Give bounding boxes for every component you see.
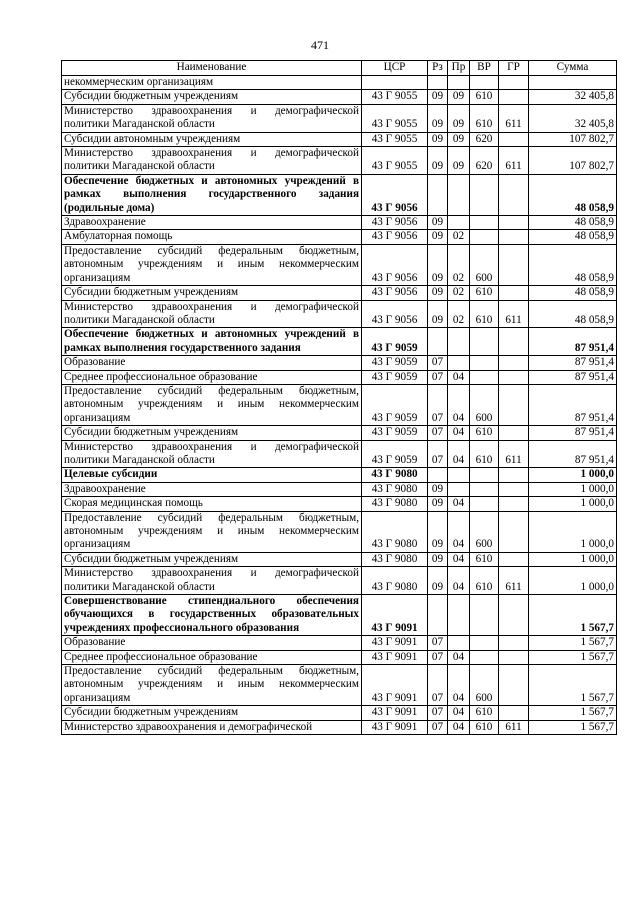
cell-csr: 43 Г 9091 (362, 595, 428, 636)
cell-gr (499, 636, 529, 650)
cell-gr (499, 90, 529, 104)
cell-name: некоммерческим организациям (62, 76, 362, 90)
cell-sum: 1 000,0 (529, 468, 617, 482)
cell-rz (428, 174, 448, 215)
table-row (62, 356, 617, 370)
cell-sum: 87 951,4 (529, 440, 617, 468)
cell-rz: 09 (428, 482, 448, 496)
cell-csr: 43 Г 9056 (362, 230, 428, 244)
cell-sum: 48 058,9 (529, 216, 617, 230)
cell-name: Обеспечение бюджетных и автономных учреждений в рамках выполнения государственного задания (62, 328, 362, 356)
table-row (62, 370, 617, 384)
cell-pr: 02 (448, 300, 470, 328)
cell-pr: 09 (448, 132, 470, 146)
cell-gr (499, 497, 529, 511)
cell-sum: 1 000,0 (529, 497, 617, 511)
table-row (62, 244, 617, 285)
cell-vr (470, 468, 499, 482)
table-row (62, 90, 617, 104)
cell-pr: 04 (448, 384, 470, 425)
cell-sum: 1 567,7 (529, 665, 617, 706)
cell-gr (499, 174, 529, 215)
cell-rz: 09 (428, 286, 448, 300)
cell-csr: 43 Г 9059 (362, 356, 428, 370)
cell-name: Субсидии бюджетным учреждениям (62, 286, 362, 300)
cell-pr: 04 (448, 511, 470, 552)
cell-gr (499, 552, 529, 566)
cell-name: Образование (62, 636, 362, 650)
cell-vr: 610 (470, 706, 499, 720)
table-row (62, 468, 617, 482)
cell-csr: 43 Г 9056 (362, 286, 428, 300)
column-header-pr: Пр (448, 61, 470, 76)
cell-sum: 87 951,4 (529, 328, 617, 356)
table-row (62, 300, 617, 328)
cell-rz: 07 (428, 650, 448, 664)
cell-name: Министерство здравоохранения и демографической (62, 720, 362, 734)
cell-rz: 07 (428, 440, 448, 468)
cell-name: Среднее профессиональное образование (62, 650, 362, 664)
cell-pr (448, 595, 470, 636)
table-row (62, 482, 617, 496)
cell-name: Министерство здравоохранения и демографической политики Магаданской области (62, 567, 362, 595)
budget-table (61, 60, 617, 735)
cell-csr: 43 Г 9056 (362, 216, 428, 230)
cell-csr: 43 Г 9059 (362, 384, 428, 425)
cell-pr: 04 (448, 567, 470, 595)
cell-vr (470, 216, 499, 230)
cell-csr: 43 Г 9091 (362, 636, 428, 650)
table-row (62, 230, 617, 244)
cell-vr: 610 (470, 720, 499, 734)
cell-rz: 09 (428, 300, 448, 328)
cell-name: Предоставление субсидий федеральным бюджетным, автономным учреждениям и иным некоммерческим организациям (62, 511, 362, 552)
cell-vr: 610 (470, 90, 499, 104)
table-row (62, 497, 617, 511)
cell-pr (448, 356, 470, 370)
table-row (62, 552, 617, 566)
cell-sum: 87 951,4 (529, 370, 617, 384)
cell-csr: 43 Г 9056 (362, 244, 428, 285)
cell-csr: 43 Г 9055 (362, 147, 428, 175)
cell-sum: 87 951,4 (529, 384, 617, 425)
cell-gr (499, 356, 529, 370)
cell-sum: 32 405,8 (529, 90, 617, 104)
cell-name: Министерство здравоохранения и демографической политики Магаданской области (62, 440, 362, 468)
cell-sum: 1 000,0 (529, 552, 617, 566)
cell-vr (470, 328, 499, 356)
cell-name: Среднее профессиональное образование (62, 370, 362, 384)
cell-vr: 610 (470, 440, 499, 468)
cell-sum: 48 058,9 (529, 174, 617, 215)
cell-rz: 07 (428, 720, 448, 734)
table-header-row (62, 61, 617, 76)
cell-sum: 1 567,7 (529, 636, 617, 650)
table-row (62, 147, 617, 175)
cell-vr (470, 76, 499, 90)
cell-sum: 1 567,7 (529, 595, 617, 636)
cell-pr: 04 (448, 720, 470, 734)
cell-csr: 43 Г 9056 (362, 300, 428, 328)
cell-pr: 02 (448, 244, 470, 285)
cell-sum: 107 802,7 (529, 147, 617, 175)
cell-name: Министерство здравоохранения и демографической политики Магаданской области (62, 147, 362, 175)
cell-vr (470, 230, 499, 244)
cell-sum (529, 76, 617, 90)
table-row (62, 665, 617, 706)
cell-pr: 04 (448, 650, 470, 664)
cell-gr: 611 (499, 147, 529, 175)
cell-vr (470, 174, 499, 215)
cell-name: Обеспечение бюджетных и автономных учреждений в рамках выполнения государственного задания (родильные дома) (62, 174, 362, 215)
cell-name: Совершенствование стипендиального обеспечения обучающихся в государственных образовательных учреждениях профессионального образования (62, 595, 362, 636)
cell-pr: 09 (448, 90, 470, 104)
cell-gr (499, 286, 529, 300)
cell-gr (499, 216, 529, 230)
table-row (62, 384, 617, 425)
cell-rz: 09 (428, 497, 448, 511)
cell-sum: 48 058,9 (529, 286, 617, 300)
cell-rz: 09 (428, 567, 448, 595)
cell-sum: 87 951,4 (529, 426, 617, 440)
table-row (62, 511, 617, 552)
column-header-sum: Сумма (529, 61, 617, 76)
cell-name: Субсидии бюджетным учреждениям (62, 426, 362, 440)
cell-csr: 43 Г 9056 (362, 174, 428, 215)
cell-name: Предоставление субсидий федеральным бюджетным, автономным учреждениям и иным некоммерческим организациям (62, 244, 362, 285)
cell-rz: 09 (428, 132, 448, 146)
cell-vr: 600 (470, 384, 499, 425)
cell-name: Скорая медицинская помощь (62, 497, 362, 511)
cell-gr (499, 650, 529, 664)
cell-rz: 09 (428, 230, 448, 244)
cell-rz: 07 (428, 636, 448, 650)
cell-gr (499, 595, 529, 636)
cell-vr: 620 (470, 147, 499, 175)
cell-name: Министерство здравоохранения и демографической политики Магаданской области (62, 300, 362, 328)
cell-gr (499, 370, 529, 384)
cell-gr (499, 511, 529, 552)
cell-rz: 07 (428, 384, 448, 425)
cell-gr (499, 482, 529, 496)
cell-vr: 610 (470, 426, 499, 440)
cell-rz: 09 (428, 104, 448, 132)
cell-rz: 09 (428, 90, 448, 104)
cell-name: Субсидии бюджетным учреждениям (62, 552, 362, 566)
cell-pr: 04 (448, 552, 470, 566)
cell-pr: 09 (448, 104, 470, 132)
cell-pr (448, 636, 470, 650)
cell-vr: 610 (470, 552, 499, 566)
cell-rz: 09 (428, 147, 448, 175)
cell-pr: 04 (448, 426, 470, 440)
table-row (62, 595, 617, 636)
cell-name: Предоставление субсидий федеральным бюджетным, автономным учреждениям и иным некоммерческим организациям (62, 665, 362, 706)
page-number: 471 (311, 38, 329, 52)
cell-rz: 07 (428, 426, 448, 440)
cell-sum: 1 000,0 (529, 567, 617, 595)
table-row (62, 706, 617, 720)
cell-csr: 43 Г 9080 (362, 468, 428, 482)
cell-gr (499, 384, 529, 425)
cell-rz: 07 (428, 706, 448, 720)
cell-csr: 43 Г 9091 (362, 665, 428, 706)
cell-pr (448, 468, 470, 482)
cell-gr: 611 (499, 104, 529, 132)
cell-gr (499, 328, 529, 356)
cell-sum: 107 802,7 (529, 132, 617, 146)
cell-sum: 48 058,9 (529, 230, 617, 244)
cell-csr: 43 Г 9059 (362, 426, 428, 440)
cell-rz (428, 328, 448, 356)
cell-name: Амбулаторная помощь (62, 230, 362, 244)
cell-gr (499, 132, 529, 146)
cell-rz: 09 (428, 216, 448, 230)
table-row (62, 636, 617, 650)
cell-csr: 43 Г 9080 (362, 482, 428, 496)
cell-csr: 43 Г 9055 (362, 90, 428, 104)
cell-gr (499, 706, 529, 720)
cell-name: Образование (62, 356, 362, 370)
table-row (62, 132, 617, 146)
cell-pr: 02 (448, 230, 470, 244)
cell-vr (470, 356, 499, 370)
table-body (62, 76, 617, 735)
cell-gr: 611 (499, 300, 529, 328)
cell-vr (470, 497, 499, 511)
cell-sum: 1 567,7 (529, 720, 617, 734)
cell-sum: 87 951,4 (529, 356, 617, 370)
table-row (62, 426, 617, 440)
cell-sum: 1 567,7 (529, 706, 617, 720)
cell-csr: 43 Г 9091 (362, 720, 428, 734)
cell-vr: 610 (470, 300, 499, 328)
cell-rz (428, 595, 448, 636)
table-row (62, 174, 617, 215)
cell-gr (499, 468, 529, 482)
cell-pr: 04 (448, 497, 470, 511)
cell-vr (470, 595, 499, 636)
cell-csr: 43 Г 9059 (362, 328, 428, 356)
column-header-name: Наименование (62, 61, 362, 76)
cell-pr: 09 (448, 147, 470, 175)
cell-name: Субсидии бюджетным учреждениям (62, 90, 362, 104)
cell-sum: 48 058,9 (529, 300, 617, 328)
cell-vr (470, 482, 499, 496)
cell-rz: 09 (428, 244, 448, 285)
cell-vr: 610 (470, 286, 499, 300)
cell-sum: 1 567,7 (529, 650, 617, 664)
column-header-vr: ВР (470, 61, 499, 76)
cell-vr: 600 (470, 665, 499, 706)
cell-pr: 04 (448, 440, 470, 468)
cell-rz (428, 76, 448, 90)
cell-gr (499, 426, 529, 440)
cell-vr: 600 (470, 244, 499, 285)
cell-name: Здравоохранение (62, 216, 362, 230)
column-header-rz: Рз (428, 61, 448, 76)
cell-sum: 1 000,0 (529, 511, 617, 552)
cell-sum: 48 058,9 (529, 244, 617, 285)
cell-csr: 43 Г 9080 (362, 497, 428, 511)
cell-name: Субсидии автономным учреждениям (62, 132, 362, 146)
cell-pr: 04 (448, 706, 470, 720)
cell-vr (470, 370, 499, 384)
cell-csr: 43 Г 9091 (362, 650, 428, 664)
cell-vr (470, 636, 499, 650)
cell-pr: 04 (448, 370, 470, 384)
cell-pr (448, 482, 470, 496)
table-row (62, 76, 617, 90)
cell-csr: 43 Г 9080 (362, 511, 428, 552)
cell-gr: 611 (499, 440, 529, 468)
cell-vr: 610 (470, 104, 499, 132)
cell-csr (362, 76, 428, 90)
cell-csr: 43 Г 9055 (362, 132, 428, 146)
cell-gr (499, 76, 529, 90)
table-row (62, 216, 617, 230)
table-row (62, 440, 617, 468)
cell-gr (499, 665, 529, 706)
cell-vr (470, 650, 499, 664)
table-row (62, 720, 617, 734)
cell-name: Министерство здравоохранения и демографической политики Магаданской области (62, 104, 362, 132)
cell-name: Субсидии бюджетным учреждениям (62, 706, 362, 720)
cell-rz: 09 (428, 511, 448, 552)
column-header-csr: ЦСР (362, 61, 428, 76)
cell-gr: 611 (499, 567, 529, 595)
cell-gr: 611 (499, 720, 529, 734)
table-row (62, 328, 617, 356)
table-row (62, 567, 617, 595)
cell-csr: 43 Г 9059 (362, 370, 428, 384)
cell-csr: 43 Г 9080 (362, 567, 428, 595)
cell-csr: 43 Г 9059 (362, 440, 428, 468)
cell-name: Здравоохранение (62, 482, 362, 496)
cell-vr: 610 (470, 567, 499, 595)
cell-csr: 43 Г 9091 (362, 706, 428, 720)
cell-rz: 07 (428, 356, 448, 370)
column-header-gr: ГР (499, 61, 529, 76)
cell-sum: 32 405,8 (529, 104, 617, 132)
cell-name: Целевые субсидии (62, 468, 362, 482)
cell-pr (448, 76, 470, 90)
cell-pr: 02 (448, 286, 470, 300)
cell-pr (448, 328, 470, 356)
cell-sum: 1 000,0 (529, 482, 617, 496)
cell-csr: 43 Г 9055 (362, 104, 428, 132)
cell-gr (499, 230, 529, 244)
cell-csr: 43 Г 9080 (362, 552, 428, 566)
table-row (62, 650, 617, 664)
cell-pr: 04 (448, 665, 470, 706)
cell-rz (428, 468, 448, 482)
cell-rz: 07 (428, 370, 448, 384)
cell-gr (499, 244, 529, 285)
cell-pr (448, 174, 470, 215)
table-row (62, 104, 617, 132)
cell-rz: 09 (428, 552, 448, 566)
cell-vr: 600 (470, 511, 499, 552)
cell-vr: 620 (470, 132, 499, 146)
table-row (62, 286, 617, 300)
cell-pr (448, 216, 470, 230)
cell-name: Предоставление субсидий федеральным бюджетным, автономным учреждениям и иным некоммерческим организациям (62, 384, 362, 425)
cell-rz: 07 (428, 665, 448, 706)
